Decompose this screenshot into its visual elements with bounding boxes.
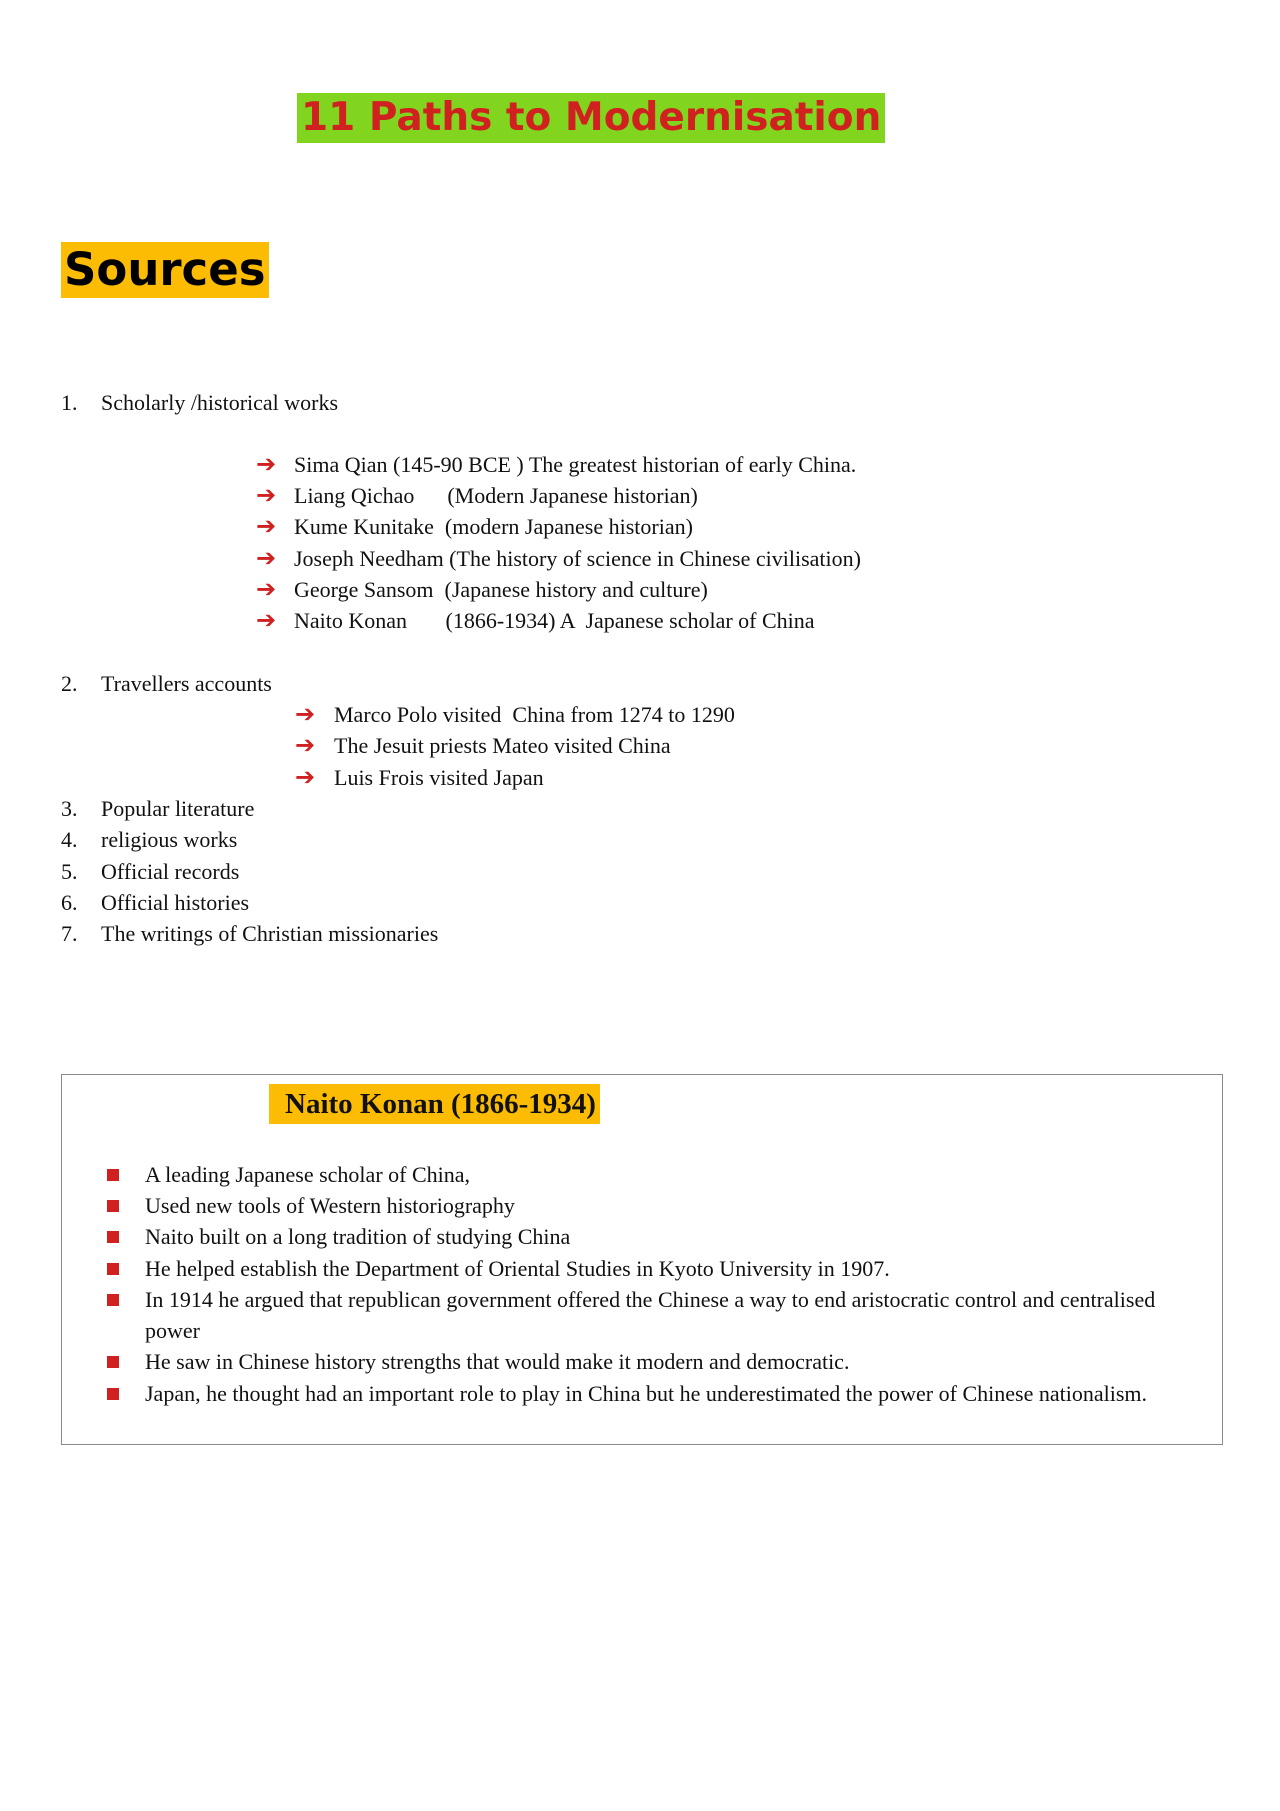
list-number: 5.	[61, 859, 78, 884]
square-bullet-icon	[107, 1294, 119, 1306]
list-number: 1.	[61, 390, 78, 415]
traveller-item: Luis Frois visited Japan	[334, 765, 544, 790]
list-item-scholarly-works: Scholarly /historical works	[101, 390, 339, 415]
square-bullet-icon	[107, 1263, 119, 1275]
list-number: 2.	[61, 671, 78, 696]
square-bullet-icon	[107, 1200, 119, 1212]
arrow-icon: ➔	[295, 700, 316, 728]
historian-item: Joseph Needham (The history of science in Chinese civilisation)	[294, 546, 861, 571]
arrow-icon: ➔	[256, 450, 277, 478]
square-bullet-icon	[107, 1356, 119, 1368]
naito-point: He saw in Chinese history strengths that would make it modern and democratic.	[145, 1349, 850, 1374]
arrow-icon: ➔	[256, 512, 277, 540]
naito-point: A leading Japanese scholar of China,	[145, 1162, 471, 1187]
historian-item: Naito Konan (1866-1934) A Japanese scholar of China	[294, 608, 815, 633]
naito-point: Naito built on a long tradition of studying China	[145, 1224, 571, 1249]
arrow-icon: ➔	[256, 481, 277, 509]
list-number: 6.	[61, 890, 78, 915]
list-item-popular-literature: Popular literature	[101, 796, 255, 821]
historian-item: Kume Kunitake (modern Japanese historian)	[294, 514, 693, 539]
arrow-icon: ➔	[295, 763, 316, 791]
naito-point: Used new tools of Western historiography	[145, 1193, 515, 1218]
traveller-item: Marco Polo visited China from 1274 to 1290	[334, 702, 735, 727]
sources-heading: Sources	[61, 242, 269, 298]
list-item-official-records: Official records	[101, 859, 240, 884]
arrow-icon: ➔	[295, 731, 316, 759]
naito-konan-box-title: Naito Konan (1866-1934)	[269, 1084, 600, 1124]
list-item-religious-works: religious works	[101, 827, 238, 852]
list-number: 4.	[61, 827, 78, 852]
naito-point: Japan, he thought had an important role to play in China but he underestimated the power of Chinese nationalism.	[145, 1381, 1147, 1406]
traveller-item: The Jesuit priests Mateo visited China	[334, 733, 671, 758]
list-item-missionary-writings: The writings of Christian missionaries	[101, 921, 439, 946]
list-number: 3.	[61, 796, 78, 821]
list-number: 7.	[61, 921, 78, 946]
list-item-official-histories: Official histories	[101, 890, 250, 915]
arrow-icon: ➔	[256, 575, 277, 603]
square-bullet-icon	[107, 1169, 119, 1181]
historian-item: Liang Qichao (Modern Japanese historian)	[294, 483, 698, 508]
page-title: 11 Paths to Modernisation	[297, 93, 885, 143]
list-item-travellers-accounts: Travellers accounts	[101, 671, 272, 696]
arrow-icon: ➔	[256, 544, 277, 572]
square-bullet-icon	[107, 1388, 119, 1400]
naito-point: He helped establish the Department of Oriental Studies in Kyoto University in 1907.	[145, 1256, 890, 1281]
historian-item: George Sansom (Japanese history and culture)	[294, 577, 708, 602]
arrow-icon: ➔	[256, 606, 277, 634]
square-bullet-icon	[107, 1231, 119, 1243]
naito-point: In 1914 he argued that republican government offered the Chinese a way to end aristocratic control and centralised power	[145, 1287, 1156, 1343]
historian-item: Sima Qian (145-90 BCE ) The greatest historian of early China.	[294, 452, 857, 477]
